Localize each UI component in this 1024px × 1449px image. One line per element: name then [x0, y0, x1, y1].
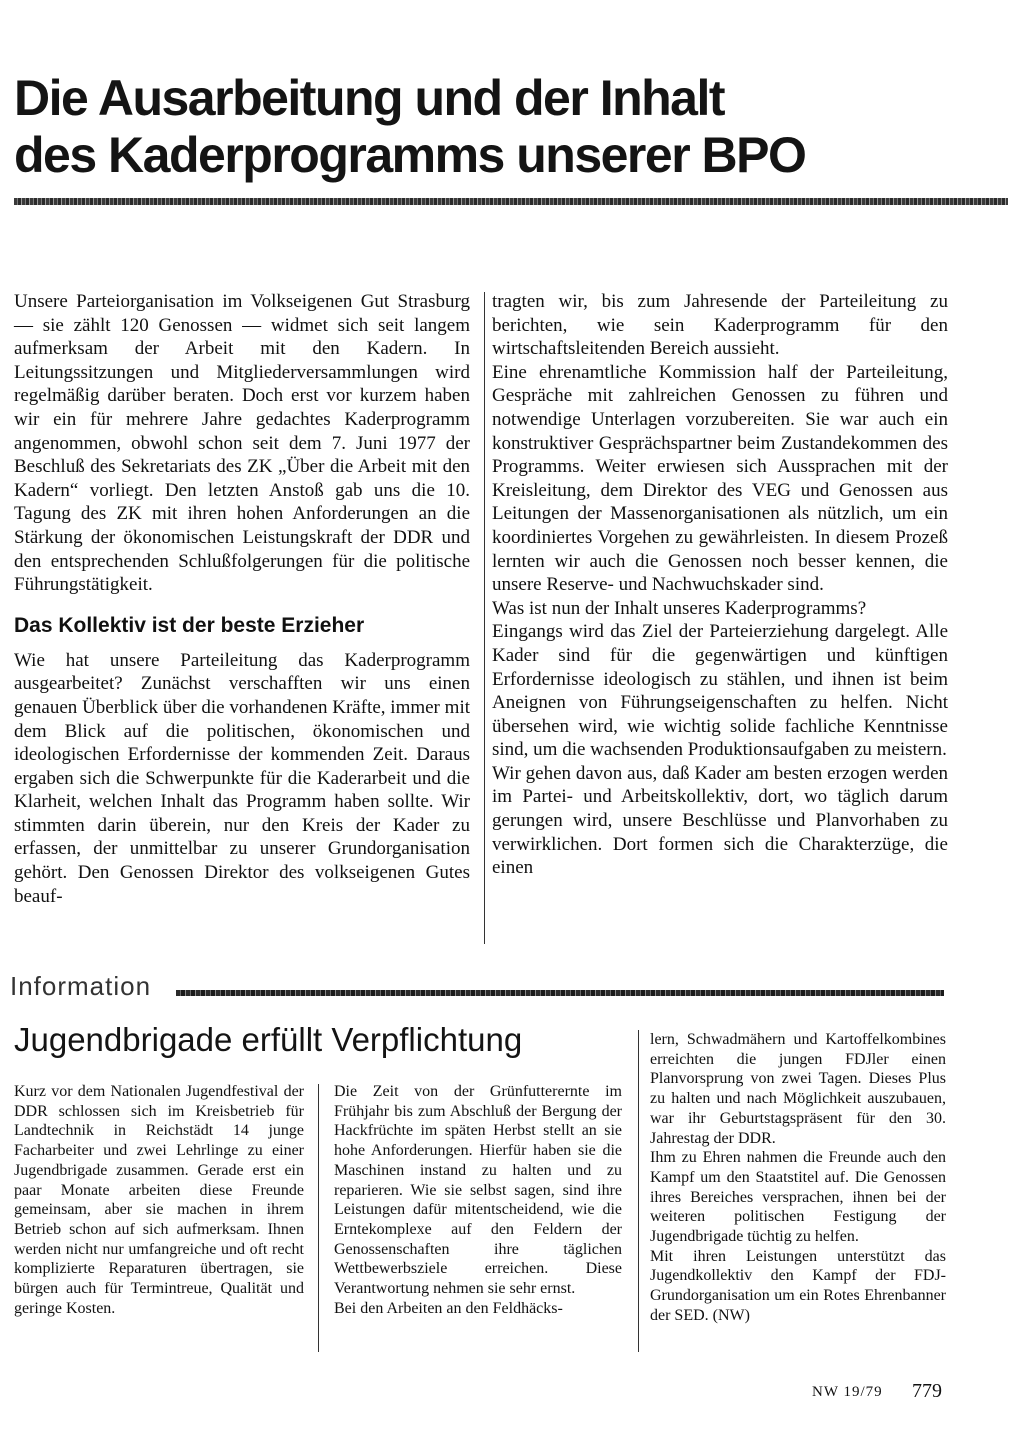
- information-paragraph: Die Zeit von der Grünfutterernte im Frühjahr bis zum Abschluß der Bergung der Hackfrüchte im späten Herbst stellt an sie hohe Anforderungen. Hierfür haben sie die Maschinen instand zu halten und zu reparieren. Wie sie selbst sagen, sind ihre Leistungen dafür mitentscheidend, wie die Erntekomplexe auf den Feldern der Genossenschaften ihre täglichen Wettbewerbsziele erreichen. Diese Verantwortung nehmen sie sehr ernst.: [334, 1083, 622, 1298]
- information-paragraph: lern, Schwadmähern und Kartoffelkombines erreichten die jungen FDJler einen Planvorsprung von zwei Tagen. Dieses Plus zu halten und nach Möglichkeit auszubauen, war ihr Geburtstagspräsent für den 30. Jahrestag der DDR.: [650, 1031, 946, 1147]
- article-title: [14, 70, 1004, 184]
- article-title-line-2: des Kaderprogramms unserer BPO: [14, 127, 806, 183]
- article-column-left: [14, 290, 470, 908]
- information-paragraph: Ihm zu Ehren nahmen die Freunde auch den Kampf um den Staatstitel auf. Die Genossen ihres Bereiches versprachen, ihnen bei der weiteren politischen Festigung der Jugendbrigade tüchtig zu helfen.: [650, 1149, 946, 1246]
- article-title-line-1: Die Ausarbeitung und der Inhalt: [14, 70, 725, 126]
- page-number: 779: [912, 1380, 942, 1402]
- article-paragraph: Was ist nun der Inhalt unseres Kaderprogramms?: [492, 597, 867, 619]
- article-column-right: [492, 290, 948, 880]
- article-paragraph: Unsere Parteiorganisation im Volkseigenen Gut Strasburg — sie zählt 120 Genossen — widmet sich seit langem aufmerksam der Arbeit mit den Kadern. In Leitungssitzungen und Mitgliederversammlungen wird regelmäßig darüber beraten. Doch erst vor kurzem haben wir ein für mehrere Jahre gedachtes Kaderprogramm angenommen, obwohl schon seit dem 7. Juni 1977 der Beschluß des Sekretariats des ZK „Über die Arbeit mit den Kadern“ vorliegt. Den letzten Anstoß gab uns die 10. Tagung des ZK mit ihren hohen Anforderungen an die Stärkung der ökonomischen Leistungskraft der DDR und den entsprechenden Schlußfolgerungen für die politische Führungstätigkeit.: [14, 291, 470, 596]
- article-paragraph: Eine ehrenamtliche Kommission half der Parteileitung, Gespräche mit zahlreichen Genossen zu führen und notwendige Unterlagen vorzubereiten. Sie war auch ein konstruktiver Gesprächspartner beim Zustandekommen des Programms. Weiter erwiesen sich Aussprachen mit der Kreisleitung, dem Direktor des VEG und Genossen aus Leitungen der Massenorganisationen als nützlich, um ein koordiniertes Vorgehen zu gewährleisten. In diesem Prozeß lernten wir auch die Genossen noch besser kennen, die unsere Reserve- und Nachwuchskader sind.: [492, 361, 948, 596]
- issue-code: NW 19/79: [812, 1384, 883, 1400]
- information-paragraph: Mit ihren Leistungen unterstützt das Jugendkollektiv den Kampf der FDJ-Grundorganisation um ein Rotes Ehrenbanner der SED. (NW): [650, 1247, 946, 1324]
- information-column-1: [14, 1082, 304, 1318]
- information-title: Jugendbrigade erfüllt Verpflichtung: [14, 1021, 523, 1058]
- information-rule: [176, 990, 944, 996]
- article-paragraph: Eingangs wird das Ziel der Parteierziehung dargelegt. Alle Kader sind für die gegenwärtigen und künftigen Erfordernisse ideologisch zu stählen, und ihnen ist beim Aneignen von Führungseigenschaften zu helfen. Nicht übersehen wird, wie wichtig solide fachliche Kenntnisse sind, um die wachsenden Produktionsaufgaben zu meistern.: [492, 621, 948, 761]
- title-rule: [14, 198, 1008, 205]
- article-paragraph: Wir gehen davon aus, daß Kader am besten erzogen werden im Partei- und Arbeitskollektiv, dort, wo täglich darum gerungen wird, unsere Beschlüsse und Planvorhaben zu verwirklichen. Dort formen sich die Charakterzüge, die einen: [492, 762, 948, 879]
- article-paragraph: Wie hat unsere Parteileitung das Kaderprogramm ausgearbeitet? Zunächst verschafften wir uns einen genauen Überblick über die vorhandenen Kräfte, immer mit dem Blick auf die politischen, ökonomischen und ideologischen Erfordernisse der kommenden Zeit. Daraus ergaben sich die Schwerpunkte für die Kaderarbeit und die Klarheit, welchen Inhalt das Programm haben sollte. Wir stimmten darin überein, nur den Kreis der Kader zu erfassen, der unmittelbar zu unserer Grundorganisation gehört. Den Genossen Direktor des volkseigenen Gutes beauf-: [14, 649, 470, 907]
- information-column-2: [334, 1082, 622, 1318]
- information-paragraph: Bei den Arbeiten an den Feldhäcks-: [334, 1299, 563, 1317]
- information-label: Information: [10, 971, 152, 1001]
- column-divider: [318, 1084, 319, 1352]
- information-column-3: [650, 1030, 946, 1326]
- article-paragraph: tragten wir, bis zum Jahresende der Parteileitung zu berichten, wie sein Kaderprogramm für den wirtschaftsleitenden Bereich aussieht.: [492, 291, 948, 360]
- article-subheading: Das Kollektiv ist der beste Erzieher: [14, 613, 365, 637]
- column-divider: [484, 292, 485, 944]
- information-paragraph: Kurz vor dem Nationalen Jugendfestival der DDR schlossen sich im Kreisbetrieb für Landtechnik in Reichstädt 14 junge Facharbeiter und zwei Lehrlinge zu einer Jugendbrigade zusammen. Gerade erst ein paar Monate arbeiten diese Freunde gemeinsam, aber sie machen in ihrem Betrieb schon auf sich aufmerksam. Ihnen werden nicht nur umfangreiche und oft recht komplizierte Reparaturen übertragen, sie bürgen auch für Termintreue, Qualität und geringe Kosten.: [14, 1083, 304, 1317]
- column-divider: [638, 1030, 639, 1352]
